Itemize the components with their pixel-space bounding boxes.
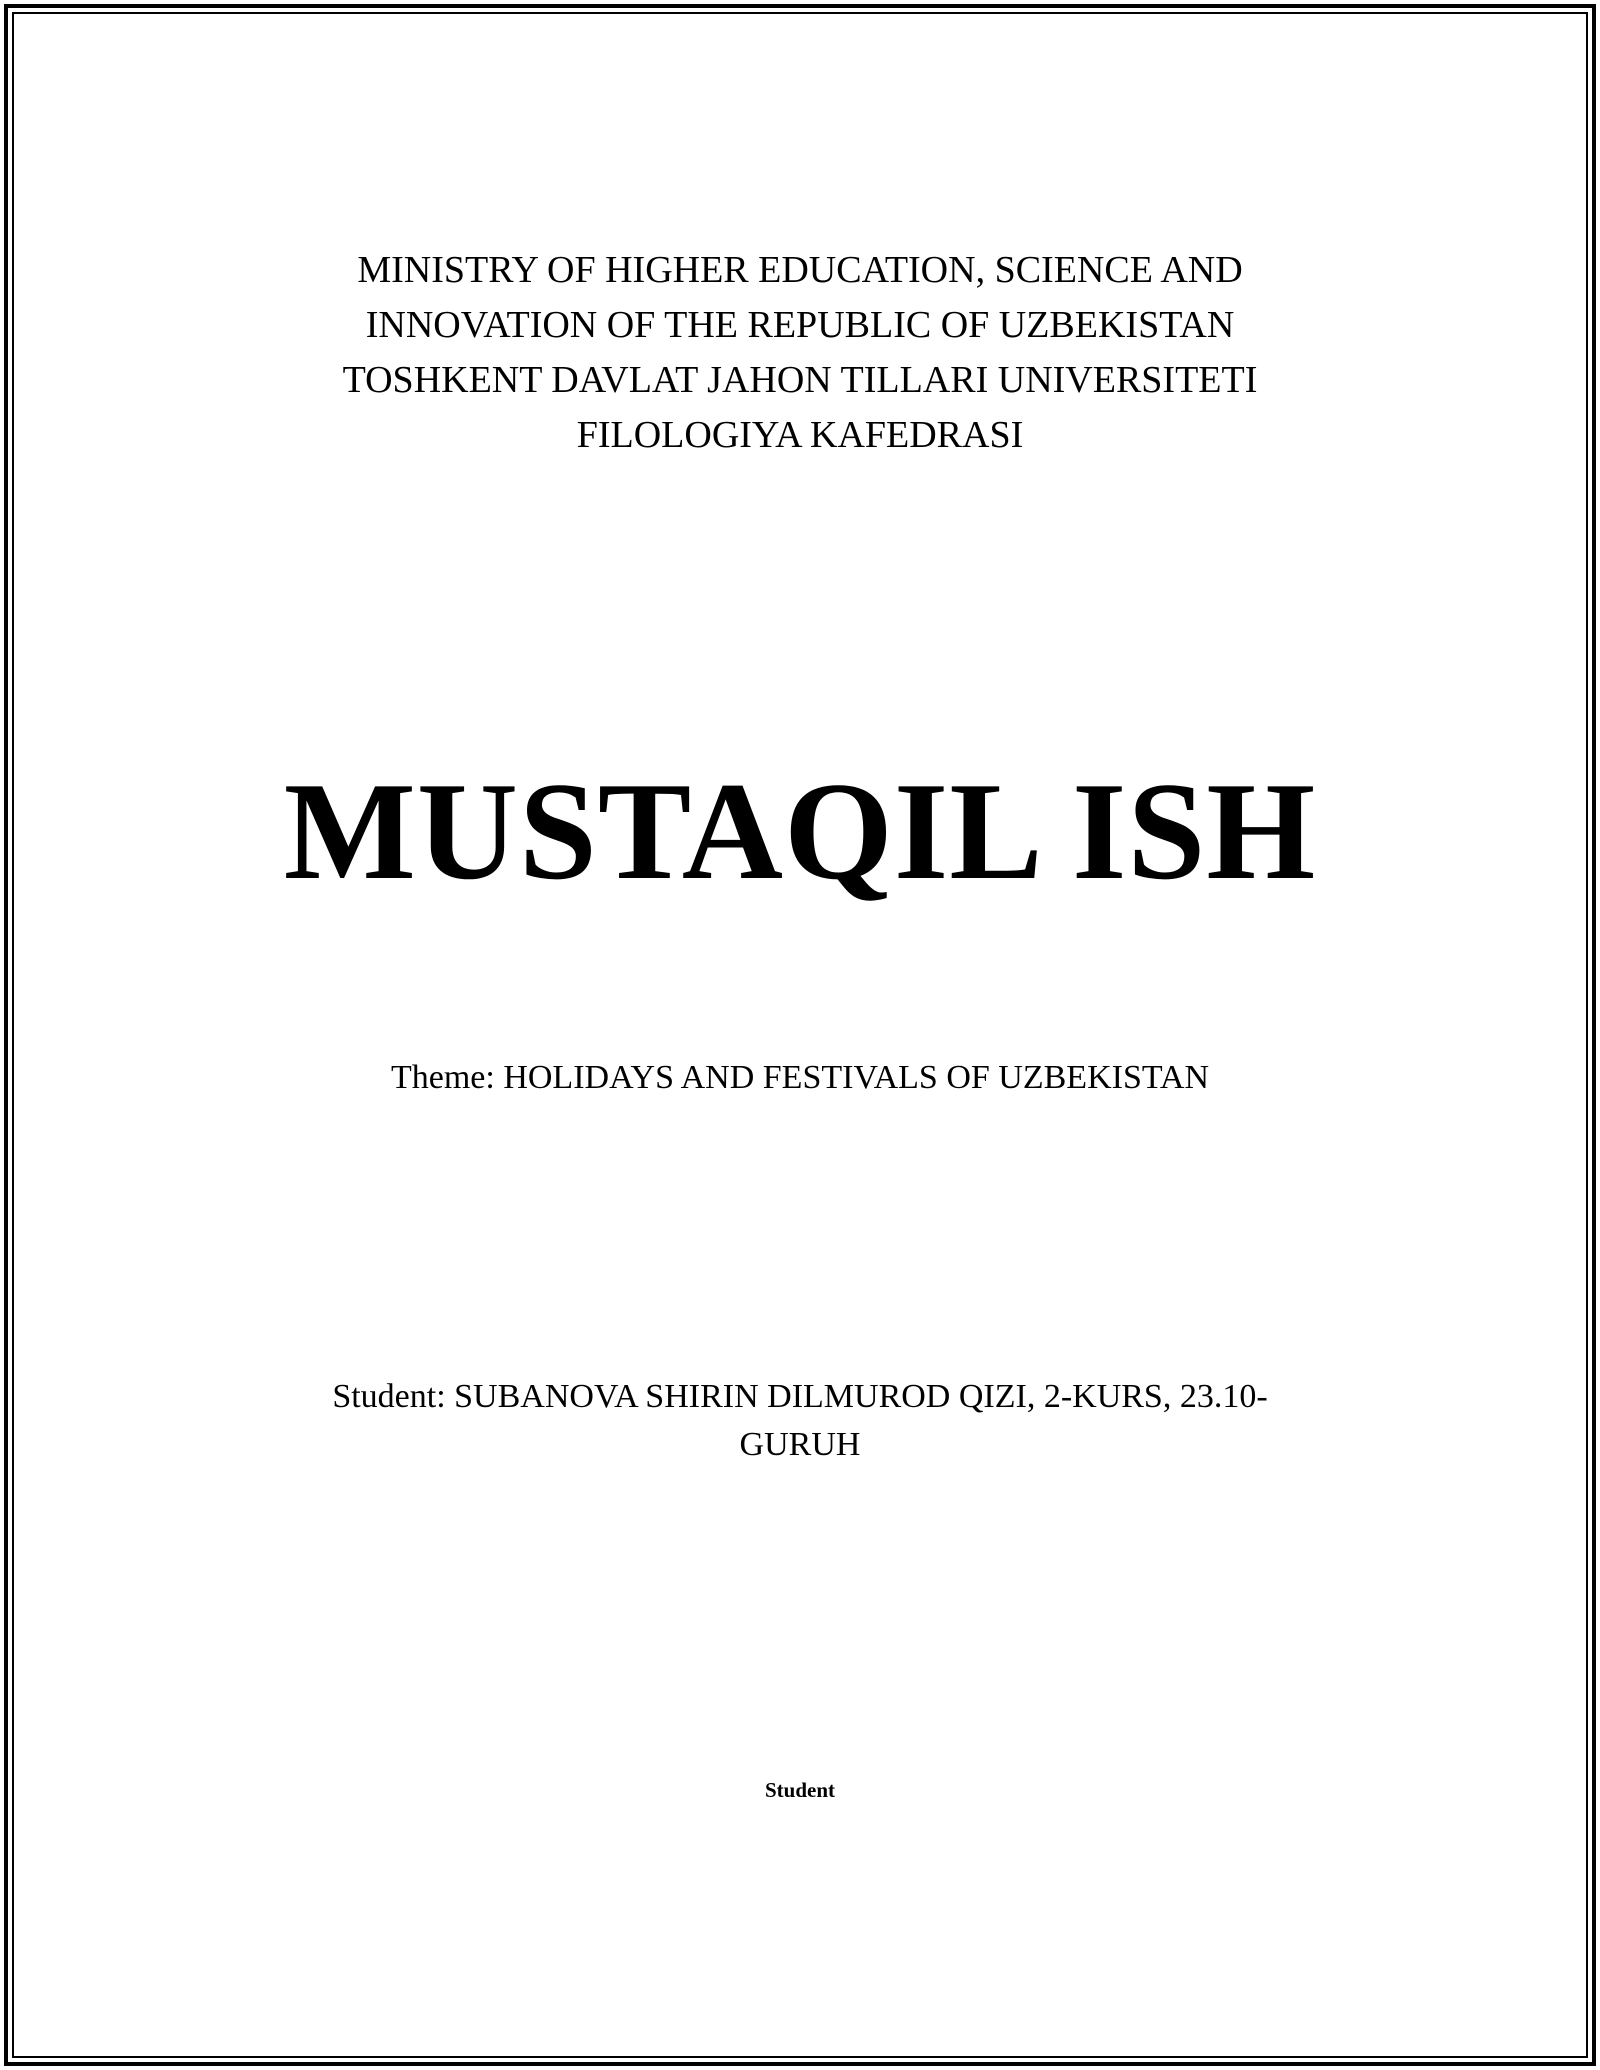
header-line-republic: INNOVATION OF THE REPUBLIC OF UZBEKISTAN xyxy=(365,304,1235,346)
document-title: MUSTAQIL ISH xyxy=(283,754,1317,909)
student-caption: Student xyxy=(764,1778,836,1802)
header-line-university: TOSHKENT DAVLAT JAHON TILLARI UNIVERSITETI xyxy=(342,359,1258,401)
header-line-ministry: MINISTRY OF HIGHER EDUCATION, SCIENCE AND xyxy=(357,249,1243,291)
theme-line: Theme: HOLIDAYS AND FESTIVALS OF UZBEKISTAN xyxy=(390,1059,1210,1096)
student-info xyxy=(260,1373,1340,1469)
student-line-group: GURUH xyxy=(739,1426,861,1463)
student-line-name: Student: SUBANOVA SHIRIN DILMUROD QIZI, 2-KURS, 23.10- xyxy=(332,1378,1268,1415)
institution-header xyxy=(0,243,1600,463)
header-line-department: FILOLOGIYA KAFEDRASI xyxy=(576,414,1024,456)
